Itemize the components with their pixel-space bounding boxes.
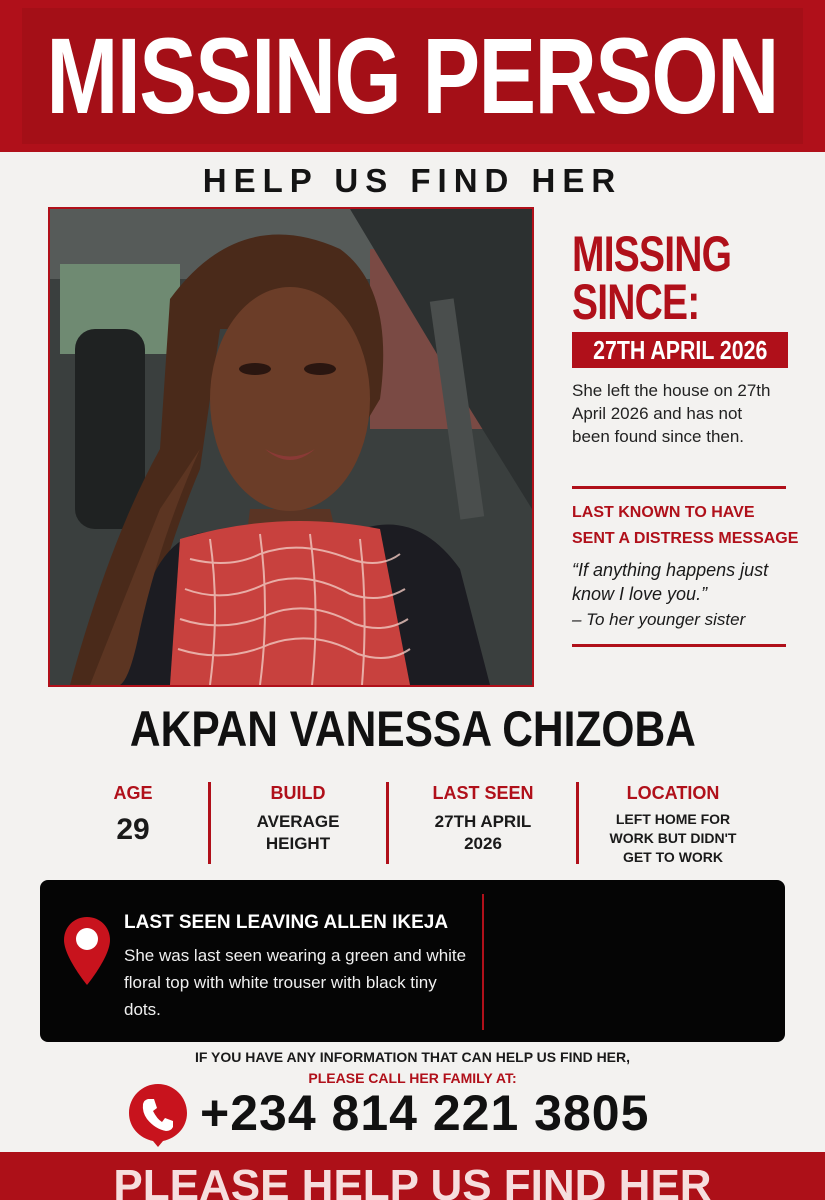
missing-since-line1: MISSING	[572, 226, 732, 282]
missing-since-heading	[572, 226, 745, 330]
stat-build-label: BUILD	[270, 783, 326, 803]
person-photo	[48, 207, 534, 687]
stat-build	[228, 782, 368, 855]
stat-location-label: LOCATION	[626, 783, 720, 803]
stat-build-line2: HEIGHT	[265, 834, 331, 853]
contact-call-line: PLEASE CALL HER FAMILY AT:	[308, 1070, 517, 1086]
missing-date-badge	[572, 332, 788, 368]
contact-prompt: IF YOU HAVE ANY INFORMATION THAT CAN HELP US FIND HER,	[194, 1049, 631, 1065]
missing-description: She left the house on 27th April 2026 and has not been found since then.	[572, 381, 771, 446]
stat-build-line1: AVERAGE	[256, 812, 340, 831]
stat-location-line2: WORK BUT DIDN'T	[609, 830, 737, 846]
divider-bottom	[572, 644, 786, 647]
footer-text: PLEASE HELP US FIND HER	[113, 1161, 712, 1200]
contact-phone-number[interactable]: +234 814 221 3805	[200, 1085, 650, 1141]
distress-line1: LAST KNOWN TO HAVE	[572, 504, 755, 521]
stat-divider	[208, 782, 211, 864]
location-pin-icon	[62, 915, 112, 987]
poster-subtitle: HELP US FIND HER	[202, 162, 623, 199]
distress-quote: “If anything happens just know I love you.”	[572, 560, 769, 604]
stat-divider	[576, 782, 579, 864]
poster-title: MISSING PERSON	[46, 15, 779, 136]
stat-age	[88, 782, 178, 850]
stats-row	[48, 782, 788, 866]
header-inner	[22, 8, 803, 144]
stat-last-seen-label: LAST SEEN	[432, 783, 534, 803]
stat-location-line1: LEFT HOME FOR	[615, 811, 731, 827]
stat-last-seen-line2: 2026	[464, 834, 502, 853]
person-name-text: AKPAN VANESSA CHIZOBA	[129, 701, 696, 757]
last-seen-description: She was last seen wearing a green and white floral top with white trouser with black tiny dots.	[124, 946, 467, 1019]
stat-age-value: 29	[116, 813, 150, 846]
missing-since-line2: SINCE:	[572, 274, 700, 330]
stat-age-label: AGE	[113, 783, 153, 803]
distress-line2: SENT A DISTRESS MESSAGE	[572, 530, 799, 547]
distress-heading	[572, 500, 802, 552]
last-seen-box	[40, 880, 785, 1042]
phone-icon	[127, 1082, 189, 1148]
missing-date: 27TH APRIL 2026	[592, 335, 768, 365]
footer-banner	[0, 1152, 825, 1200]
stat-location	[593, 782, 753, 867]
last-seen-title: LAST SEEN LEAVING ALLEN IKEJA	[124, 912, 449, 933]
missing-since-panel	[572, 226, 799, 629]
divider-top	[572, 486, 786, 489]
box-divider	[482, 894, 484, 1030]
header-banner	[0, 0, 825, 152]
stat-last-seen-line1: 27TH APRIL	[434, 812, 532, 831]
stat-last-seen	[408, 782, 558, 855]
stat-location-line3: GET TO WORK	[622, 849, 724, 865]
quote-attribution: – To her younger sister	[572, 610, 746, 629]
person-name	[0, 700, 825, 758]
stat-divider	[386, 782, 389, 864]
